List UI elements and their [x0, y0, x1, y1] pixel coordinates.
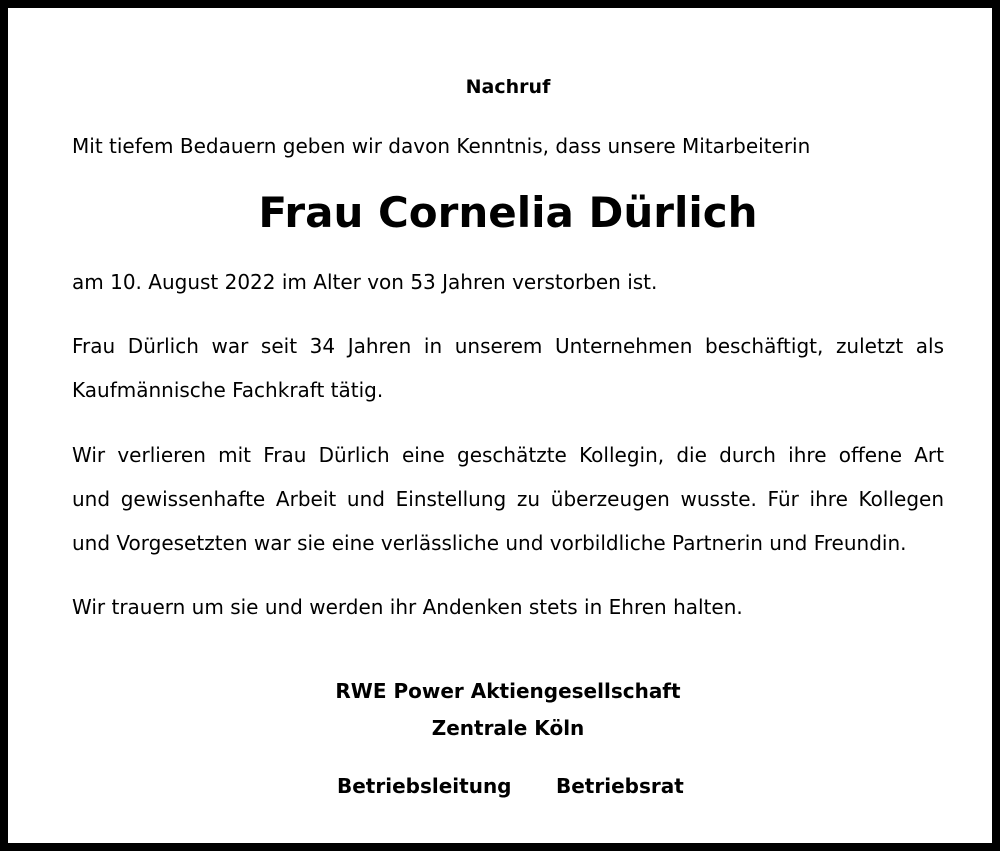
signature-works-council: Betriebsrat — [556, 774, 684, 798]
death-date-text: am 10. August 2022 im Alter von 53 Jahren verstorben ist. — [72, 270, 658, 294]
paragraph-line: Kaufmännische Fachkraft tätig. — [72, 378, 384, 402]
paragraph-line: und Vorgesetzten war sie eine verlässliche und vorbildliche Partnerin und Freundin. — [72, 531, 907, 555]
paragraph-line: Wir trauern um sie und werden ihr Andenken stets in Ehren halten. — [72, 595, 743, 619]
intro-text: Mit tiefem Bedauern geben wir davon Kenntnis, dass unsere Mitarbeiterin — [72, 134, 811, 158]
tribute-paragraph — [72, 433, 944, 565]
paragraph-line: Wir verlieren mit Frau Dürlich eine geschätzte Kollegin, die durch ihre offene Art — [72, 443, 944, 467]
deceased-name: Frau Cornelia Dürlich — [258, 188, 758, 237]
paragraph-line: Frau Dürlich war seit 34 Jahren in unserem Unternehmen beschäftigt, zuletzt als — [72, 334, 944, 358]
notice-heading: Nachruf — [465, 76, 551, 98]
company-name: RWE Power Aktiengesellschaft — [335, 679, 681, 703]
signature-management: Betriebsleitung — [337, 774, 512, 798]
company-location: Zentrale Köln — [431, 716, 585, 740]
mourning-paragraph — [72, 585, 944, 629]
employment-paragraph — [72, 324, 944, 412]
paragraph-line: und gewissenhafte Arbeit und Einstellung zu überzeugen wusste. Für ihre Kollegen — [72, 487, 944, 511]
